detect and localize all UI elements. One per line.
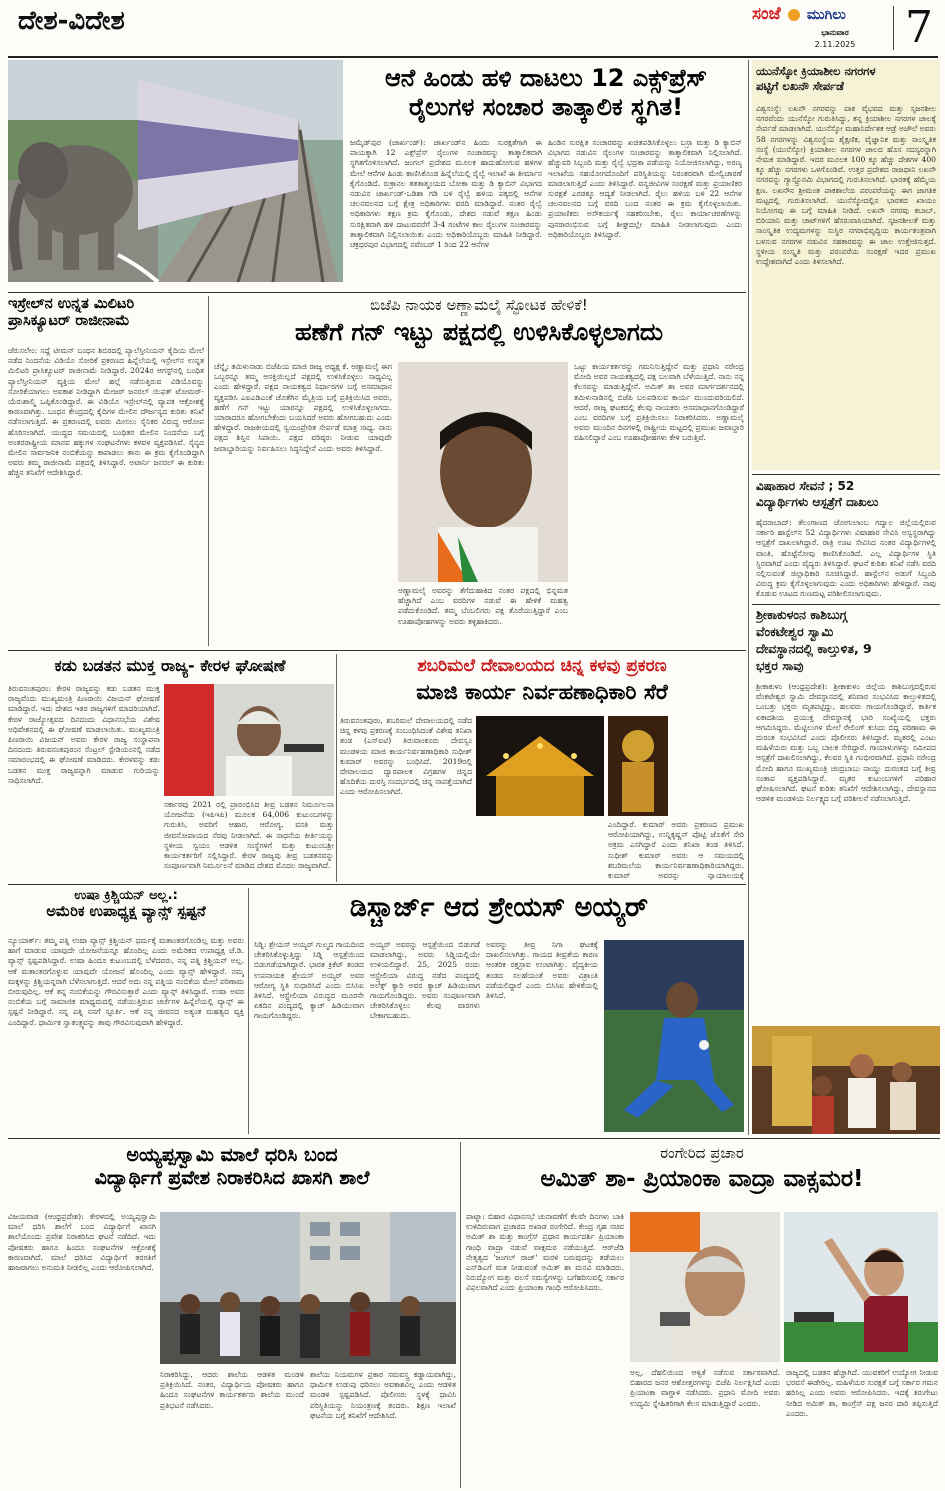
amit-shah-photo	[630, 1212, 780, 1362]
stampede-headline-line2: ವೆಂಕಟೇಶ್ವರ ಸ್ವಾಮಿ	[756, 624, 834, 639]
lucknow-headline-line2: ಪಟ್ಟಿಗೆ ಲಖನೌ ಸೇರ್ಪಡೆ	[756, 79, 844, 93]
issue-date: 2.11.2025	[814, 40, 856, 49]
school-rule	[460, 1142, 461, 1488]
poverty-headline: ಕಡು ಬಡತನ ಮುಕ್ತ ರಾಜ್ಯ- ಕೇರಳ ಘೋಷಣೆ	[54, 656, 286, 675]
stampede-headline-line1: ಶ್ರೀಕಾಕುಳಂನ ಕಾಶಿಬುಗ್ಗ	[756, 607, 848, 622]
pinarayi-photo	[164, 684, 334, 796]
students-body: ಹೈದರಾಬಾದ್: ತೆಲಂಗಾಣದ ಜೋಗುಲಾಂಬ ಗದ್ವಾಲ ಜಿಲ್ಲೆಯಲ್ಲಿರುವ ಸರ್ಕಾರಿ ಹಾಸ್ಟೆಲ್‌ನ 52 ವಿದ್ಯಾರ್ಥಿಗಳು ವಿಷಾಹಾರ ಸೇವಿಸಿ ಅಸ್ವಸ್ಥರಾಗಿದ್ದು ಆಸ್ಪತ್ರೆಗೆ ದಾಖಲಾಗಿದ್ದಾರೆ. ರಾತ್ರಿ ಊಟ ಸೇವಿಸಿದ ನಂತರ ವಿದ್ಯಾರ್ಥಿಗಳಲ್ಲಿ ವಾಂತಿ, ಹೊಟ್ಟೆನೋವು ಕಾಣಿಸಿಕೊಂಡಿದೆ. ಎಲ್ಲ ವಿದ್ಯಾರ್ಥಿಗಳ ಸ್ಥಿತಿ ಸ್ಥಿರವಾಗಿದೆ ಎಂದು ವೈದ್ಯರು ತಿಳಿಸಿದ್ದಾರೆ. ಘಟನೆ ಕುರಿತು ತನಿಖೆ ನಡೆಸಿ ವರದಿ ಸಲ್ಲಿಸುವಂತೆ ಜಿಲ್ಲಾಧಿಕಾರಿ ಸೂಚಿಸಿದ್ದಾರೆ. ಹಾಸ್ಟೆಲ್‌ನ ಅಡುಗೆ ಸಿಬ್ಬಂದಿ ವಿರುದ್ಧ ಕ್ರಮ ಕೈಗೊಳ್ಳಲಾಗುವುದು ಎಂದು ಅಧಿಕಾರಿಗಳು ಹೇಳಿದ್ದಾರೆ. ನಾವು ಕೊಡುವ ಊಟದ ಗುಣಮಟ್ಟ ಪರಿಶೀಲಿಸಲಾಗುವುದು.	[756, 518, 936, 599]
stampede-body: ಶ್ರೀಕಾಕುಳಂ (ಆಂಧ್ರಪ್ರದೇಶ): ಶ್ರೀಕಾಕುಳಂ ಜಿಲ್ಲೆಯ ಕಾಶಿಬುಗ್ಗದಲ್ಲಿರುವ ವೆಂಕಟೇಶ್ವರ ಸ್ವಾಮಿ ದೇವಸ್ಥಾನದಲ್ಲಿ ಶನಿವಾರ ಸಂಭವಿಸಿದ ಕಾಲ್ತುಳಿತದಲ್ಲಿ ಒಂಬತ್ತು ಭಕ್ತರು ಮೃತಪಟ್ಟಿದ್ದು, ಹಲವರು ಗಾಯಗೊಂಡಿದ್ದಾರೆ. ಕಾರ್ತಿಕ ಏಕಾದಶಿಯ ಪ್ರಯುಕ್ತ ದೇವಸ್ಥಾನಕ್ಕೆ ಭಾರಿ ಸಂಖ್ಯೆಯಲ್ಲಿ ಭಕ್ತರು ಆಗಮಿಸಿದ್ದರು. ಮೆಟ್ಟಿಲುಗಳ ಮೇಲೆ ರೇಲಿಂಗ್ ಕುಸಿದು ಬಿದ್ದ ಪರಿಣಾಮ ಈ ದುರಂತ ಸಂಭವಿಸಿದೆ ಎಂದು ಪೊಲೀಸರು ತಿಳಿಸಿದ್ದಾರೆ. ಮೃತರಲ್ಲಿ ಎಂಟು ಮಹಿಳೆಯರು ಮತ್ತು ಒಬ್ಬ ಬಾಲಕ ಸೇರಿದ್ದಾರೆ. ಗಾಯಾಳುಗಳನ್ನು ಸಮೀಪದ ಆಸ್ಪತ್ರೆಗೆ ದಾಖಲಿಸಲಾಗಿದ್ದು, ಕೆಲವರ ಸ್ಥಿತಿ ಗಂಭೀರವಾಗಿದೆ. ಪ್ರಧಾನಿ ನರೇಂದ್ರ ಮೋದಿ ಹಾಗೂ ಮುಖ್ಯಮಂತ್ರಿ ಚಂದ್ರಬಾಬು ನಾಯ್ಡು ದುರಂತದ ಬಗ್ಗೆ ತೀವ್ರ ಸಂತಾಪ ವ್ಯಕ್ತಪಡಿಸಿದ್ದಾರೆ. ಮೃತರ ಕುಟುಂಬಗಳಿಗೆ ಪರಿಹಾರ ಘೋಷಿಸಲಾಗಿದೆ. ಘಟನೆ ಕುರಿತು ತನಿಖೆಗೆ ಆದೇಶಿಸಲಾಗಿದ್ದು, ದೇವಸ್ಥಾನದ ಆಡಳಿತ ಮಂಡಳಿಯ ನಿರ್ಲಕ್ಷ್ಯದ ಬಗ್ಗೆ ಪರಿಶೀಲನೆ ನಡೆಸಲಾಗುತ್ತಿದೆ.	[756, 682, 936, 804]
sabarimala-temple-illustration	[476, 716, 604, 816]
amit-shah-illustration	[630, 1212, 780, 1362]
rule-row1	[8, 292, 746, 293]
israel-headline	[8, 296, 204, 342]
shreyas-body-col1: ಸಿಡ್ನಿ: ಶ್ರೇಯಸ್ ಅಯ್ಯರ್ ಗುಲ್ಮದ ಗಾಯದಿಂದ ಚೇತರಿಸಿಕೊಳ್ಳುತ್ತಿದ್ದು ಸಿಡ್ನಿ ಆಸ್ಪತ್ರೆಯಿಂದ ಬಿಡುಗಡೆಯಾಗಿದ್ದಾರೆ. ಭಾರತ ಕ್ರಿಕೆಟ್ ತಂಡದ ಉಪನಾಯಕ ಶ್ರೇಯಸ್ ಅಯ್ಯರ್ ಅವರ ಆರೋಗ್ಯ ಸ್ಥಿತಿ ಸುಧಾರಿಸಿದೆ ಎಂದು ಬಿಸಿಸಿಐ ತಿಳಿಸಿದೆ. ಆಸ್ಟ್ರೇಲಿಯಾ ವಿರುದ್ಧದ ಮೂರನೇ ಏಕದಿನ ಪಂದ್ಯದಲ್ಲಿ ಕ್ಯಾಚ್ ಹಿಡಿಯುವಾಗ ಗಾಯಗೊಂಡಿದ್ದರು.	[254, 940, 364, 1021]
lucknow-headline-line1: ಯುನೆಸ್ಕೋ ಕ್ರಿಯಾಶೀಲ ನಗರಗಳ	[756, 64, 876, 78]
school-body-col2: ನಿರಾಕರಿಸಿದ್ದು, ಆದರು ಶಾಲೆಯ ಆಡಳಿತ ಮಂಡಳಿ ಪ್ರತಿಕ್ರಿಯಿಸಿದೆ. ನಂತರ, ವಿದ್ಯಾರ್ಥಿಯ ಪೋಷಕರು ಹಾಗೂ ಹಿಂದೂ ಸಂಘಟನೆಗಳ ಕಾರ್ಯಕರ್ತರು ಶಾಲೆಯ ಮುಂದೆ ಪ್ರತಿಭಟನೆ ನಡೆಸಿದರು.	[160, 1370, 304, 1410]
stampede-photo	[752, 1026, 940, 1134]
annamalai-body-col1: ಚೆನ್ನೈ: ತಮಿಳುನಾಡು ಬಿಜೆಪಿಯ ಮಾಜಿ ರಾಜ್ಯ ಅಧ್ಯಕ್ಷ ಕೆ. ಅಣ್ಣಾಮಲೈ ಈಗ ಒಬ್ಬರನ್ನೂ ತಮ್ಮ ಆಸಕ್ತಿಯಿಲ್ಲದೆ ಪಕ್ಷದಲ್ಲಿ ಉಳಿಸಿಕೊಳ್ಳಲು ಸಾಧ್ಯವಿಲ್ಲ ಎಂದು ಹೇಳಿದ್ದಾರೆ. ಪಕ್ಷದ ನಾಯಕತ್ವದ ನಿರ್ಧಾರಗಳ ಬಗ್ಗೆ ಅಸಮಾಧಾನ ವ್ಯಕ್ತಪಡಿಸಿ ಎಐಎಡಿಎಂಕೆ ಜೊತೆಗಿನ ಮೈತ್ರಿಯ ಬಗ್ಗೆ ಪ್ರತಿಕ್ರಿಯಿಸಿದ ಅವರು, ಹಣೆಗೆ ಗನ್ ಇಟ್ಟು ಯಾರನ್ನೂ ಪಕ್ಷದಲ್ಲಿ ಉಳಿಸಿಕೊಳ್ಳಲಾಗದು. ಯಾರಾದರೂ ಹೋಗಬೇಕೆಂದು ಬಯಸಿದರೆ ಅವರು ಹೋಗಬಹುದು ಎಂದು ಹೇಳಿದ್ದಾರೆ. ರಾಜಕೀಯದಲ್ಲಿ ಸ್ವಯಂಪ್ರೇರಿತ ಸೇರ್ಪಡೆ ಮಾತ್ರ ಸಾಧ್ಯ. ನಾನು ಪಕ್ಷದ ಶಿಸ್ತಿನ ಸಿಪಾಯಿ. ಪಕ್ಷದ ವರಿಷ್ಠರು ನೀಡುವ ಯಾವುದೇ ಜವಾಬ್ದಾರಿಯನ್ನು ನಿರ್ವಹಿಸಲು ಸಿದ್ಧನಿದ್ದೇನೆ ಎಂದು ಅವರು ತಿಳಿಸಿದ್ದಾರೆ.	[214, 362, 392, 453]
poverty-rule	[336, 654, 337, 882]
ayyappa-idol-illustration	[608, 716, 668, 816]
pinarayi-illustration	[164, 684, 334, 796]
annamalai-headline: ಹಣೆಗೆ ಗನ್ ಇಟ್ಟು ಪಕ್ಷದಲ್ಲಿ ಉಳಿಸಿಕೊಳ್ಳಲಾಗದು	[294, 318, 664, 346]
sabarimala-photo	[476, 716, 604, 816]
students-headline	[756, 478, 938, 518]
stampede-illustration	[752, 1026, 940, 1134]
sabarimala-headline: ಮಾಜಿ ಕಾರ್ಯ ನಿರ್ವಹಣಾಧಿಕಾರಿ ಸೆರೆ	[416, 680, 668, 704]
page-number: 7	[905, 2, 933, 53]
elephant-train-photo	[8, 60, 343, 282]
section-header	[0, 0, 945, 56]
students-headline-line1: ವಿಷಾಹಾರ ಸೇವನೆ ; 52	[756, 479, 855, 493]
priyanka-photo	[784, 1212, 938, 1362]
usha-body: ನ್ಯೂಯಾರ್ಕ್: ತಮ್ಮ ಪತ್ನಿ ಉಷಾ ವ್ಯಾನ್ಸ್ ಕ್ರಿಶ್ಚಿಯನ್ ಧರ್ಮಕ್ಕೆ ಮತಾಂತರಗೊಂಡಿಲ್ಲ ಮತ್ತು ಅವರು ಹಾಗೆ ಮಾಡುವ ಯಾವುದೇ ಯೋಜನೆಯನ್ನೂ ಹೊಂದಿಲ್ಲ ಎಂದು ಅಮೆರಿಕದ ಉಪಾಧ್ಯಕ್ಷ ಜೆ.ಡಿ. ವ್ಯಾನ್ಸ್ ಸ್ಪಷ್ಟಪಡಿಸಿದ್ದಾರೆ. ಉಷಾ ಹಿಂದೂ ಕುಟುಂಬದಲ್ಲಿ ಬೆಳೆದವರು, ನನ್ನ ಪತ್ನಿ ಕ್ರಿಶ್ಚಿಯನ್ ಅಲ್ಲ. ಆಕೆ ಮತಾಂತರಗೊಳ್ಳುವ ಯಾವುದೇ ಯೋಜನೆ ಹೊಂದಿಲ್ಲ ಎಂದು ವ್ಯಾನ್ಸ್ ಹೇಳಿದ್ದಾರೆ. ನಮ್ಮ ಮಕ್ಕಳನ್ನು ಕ್ರಿಶ್ಚಿಯನ್ನರಾಗಿ ಬೆಳೆಸಲಾಗುತ್ತಿದೆ. ಆದರೆ ಅದು ನನ್ನ ಪತ್ನಿಯ ನಂಬಿಕೆಯ ಮೇಲೆ ಪರಿಣಾಮ ಬೀರುವುದಿಲ್ಲ. ಆಕೆ ತನ್ನ ನಂಬಿಕೆಯನ್ನು ಗೌರವಿಸುತ್ತಾರೆ ಎಂದು ವ್ಯಾನ್ಸ್ ತಿಳಿಸಿದ್ದಾರೆ. ಉಷಾ ಅವರ ನಂಬಿಕೆಯ ಬಗ್ಗೆ ಸಾಮಾಜಿಕ ಮಾಧ್ಯಮದಲ್ಲಿ ನಡೆಯುತ್ತಿರುವ ಚರ್ಚೆಗಳ ಹಿನ್ನೆಲೆಯಲ್ಲಿ ವ್ಯಾನ್ಸ್ ಈ ಸ್ಪಷ್ಟನೆ ನೀಡಿದ್ದಾರೆ. ನನ್ನ ಪತ್ನಿ ನನಗೆ ಸ್ಫೂರ್ತಿ. ಆಕೆ ನನ್ನ ಜೀವನದ ಅತ್ಯಂತ ಮಹತ್ವದ ವ್ಯಕ್ತಿ ಎಂದಿದ್ದಾರೆ. ಧಾರ್ಮಿಕ ಸ್ವಾತಂತ್ರ್ಯವನ್ನು ತಾವು ಗೌರವಿಸುವುದಾಗಿ ಹೇಳಿದ್ದಾರೆ.	[8, 936, 244, 1027]
train-body-col2: ಹಿಂಡಿನ ಸುರಕ್ಷಿತ ಸಂಚಾರವನ್ನು ಖಚಿತಪಡಿಸಿಕೊಳ್ಳಲು ಬಸ್ರಾ ಮತ್ತು ಡಿ ಕ್ಯಾಬಿನ್ ವಿಭಾಗದ ನಡುವಿನ ರೈಲುಗಳ ಸಂಚಾರವನ್ನು ತಾತ್ಕಾಲಿಕವಾಗಿ ನಿಲ್ಲಿಸಲಾಗಿದೆ. ಹೆಚ್ಚುವರಿ ಸಿಬ್ಬಂದಿ ಮತ್ತು ರೈಲ್ವೆ ಭದ್ರತಾ ಪಡೆಯನ್ನು ನಿಯೋಜಿಸಲಾಗಿದ್ದು, ಅರಣ್ಯ ಇಲಾಖೆಯ ಸಹಯೋಗದೊಂದಿಗೆ ಪರಿಸ್ಥಿತಿಯನ್ನು ನಿರಂತರವಾಗಿ ಮೇಲ್ವಿಚಾರಣೆ ಮಾಡಲಾಗುತ್ತಿದೆ ಎಂದು ತಿಳಿಸಿದ್ದಾರೆ. ವನ್ಯಜೀವಿಗಳ ಸಂರಕ್ಷಣೆ ಮತ್ತು ಪ್ರಯಾಣಿಕರ ಸುರಕ್ಷತೆ ಎರಡಕ್ಕೂ ಆದ್ಯತೆ ನೀಡಲಾಗಿದೆ. ರೈಲು ಹಳಿಯ ಬಳಿ 22 ಆನೆಗಳ ಚಲನವಲನದ ಬಗ್ಗೆ ವರದಿ ಬಂದ ನಂತರ ಈ ಕ್ರಮ ಕೈಗೊಳ್ಳಲಾಯಿತು. ಪ್ರಯಾಣಿಕರು ಅಸೌಕರ್ಯಕ್ಕೆ ಸಹಕರಿಸಬೇಕು, ರೈಲು ಕಾರ್ಯಾಚರಣೆಗಳನ್ನು ಪುನರಾರಂಭಿಸುವ ಬಗ್ಗೆ ಶೀಘ್ರದಲ್ಲೇ ಮಾಹಿತಿ ನೀಡಲಾಗುವುದು ಎಂದು ಅಧಿಕಾರಿಯೊಬ್ಬರು ತಿಳಿಸಿದ್ದಾರೆ.	[548, 138, 742, 239]
amit-body-col2: ಅಲ್ಲ, ದೆಹಲಿಯಿಂದ ಆಳ್ವಿಕೆ ನಡೆಸುವ ಸರ್ಕಾರವಾಗಿದೆ. ಬಿಹಾರದ ಜನರ ಆಶೋತ್ತರಗಳನ್ನು ಬಿಜೆಪಿ ನಿರ್ಲಕ್ಷಿಸಿದೆ ಎಂದು ಪ್ರಿಯಾಂಕಾ ವಾಗ್ದಾಳಿ ನಡೆಸಿದರು. ಪ್ರಧಾನಿ ಮೋದಿ ಅವರು ಉದ್ಯಮಿ ಸ್ನೇಹಿತರಿಗಾಗಿ ಕೆಲಸ ಮಾಡುತ್ತಿದ್ದಾರೆ ಎಂದರು.	[630, 1368, 780, 1408]
right-rule-2	[752, 604, 940, 605]
rule-row3	[8, 884, 746, 885]
israel-headline-line2: ಪ್ರಾಸಿಕ್ಯೂಟರ್ ರಾಜೀನಾಮೆ	[8, 313, 130, 330]
masthead-rule	[8, 56, 938, 58]
stampede-headline	[756, 606, 938, 680]
usha-headline	[8, 888, 244, 932]
page-divider	[893, 6, 894, 50]
shreyas-catch-illustration	[604, 940, 744, 1132]
amit-kicker: ರಂಗೇರಿದ ಪ್ರಚಾರ	[660, 1144, 744, 1162]
paper-logo	[752, 4, 892, 26]
elephant-train-illustration	[8, 60, 343, 282]
usha-rule	[248, 888, 249, 1134]
ayyappa-idol-photo	[608, 716, 668, 816]
usha-headline-line1: ಉಷಾ ಕ್ರಿಶ್ಚಿಯನ್ ಅಲ್ಲ.:	[74, 888, 178, 903]
stampede-headline-line4: ಭಕ್ತರ ಸಾವು	[756, 658, 804, 673]
annamalai-photo	[398, 362, 568, 582]
rule-row4	[8, 1138, 940, 1139]
poverty-body-col2: ಸರ್ಕಾರವು 2021 ರಲ್ಲಿ ಪ್ರಾರಂಭಿಸಿದ ತೀವ್ರ ಬಡತನ ನಿರ್ಮೂಲನಾ ಯೋಜನೆಯ (ಇಪಿಇಪಿ) ಮೂಲಕ 64,006 ಕುಟುಂಬಗಳನ್ನು ಗುರುತಿಸಿ, ಅವರಿಗೆ ಆಹಾರ, ಆರೋಗ್ಯ, ವಸತಿ ಮತ್ತು ಜೀವನೋಪಾಯದ ನೆರವು ನೀಡಲಾಗಿದೆ. ಈ ಸಾಧನೆಯ ಕೀರ್ತಿಯನ್ನು ಸ್ಥಳೀಯ ಸ್ವಯಂ ಆಡಳಿತ ಸಂಸ್ಥೆಗಳಿಗೆ ಮತ್ತು ಕುಟುಂಬಶ್ರೀ ಕಾರ್ಯಕರ್ತರಿಗೆ ಸಲ್ಲಿಸಿದ್ದಾರೆ. ಕೇರಳ ರಾಜ್ಯವು ತೀವ್ರ ಬಡತನವನ್ನು ಸಂಪೂರ್ಣವಾಗಿ ನಿರ್ಮೂಲನೆ ಮಾಡಿದ ದೇಶದ ಮೊದಲ ರಾಜ್ಯವಾಗಿದೆ.	[164, 800, 334, 871]
rule-row2	[8, 650, 746, 651]
usha-headline-line2: ಅಮೆರಿಕ ಉಪಾಧ್ಯಕ್ಷ ವ್ಯಾನ್ಸ್ ಸ್ಪಷ್ಟನೆ	[46, 903, 206, 920]
amit-body-col1: ಪಾಟ್ನಾ: ಬಿಹಾರ ವಿಧಾನಸಭೆ ಚುನಾವಣೆಗೆ ಕೆಲವೇ ದಿನಗಳು ಬಾಕಿ ಉಳಿದಿರುವಾಗ ಪ್ರಚಾರದ ಅಖಾಡ ರಂಗೇರಿದೆ. ಕೇಂದ್ರ ಗೃಹ ಸಚಿವ ಅಮಿತ್ ಶಾ ಮತ್ತು ಕಾಂಗ್ರೆಸ್ ಪ್ರಧಾನ ಕಾರ್ಯದರ್ಶಿ ಪ್ರಿಯಾಂಕಾ ಗಾಂಧಿ ವಾದ್ರಾ ನಡುವೆ ವಾಕ್ಸಮರ ನಡೆಯುತ್ತಿದೆ. ಆರ್‌ಜೆಡಿ ನೇತೃತ್ವದ 'ಜಂಗಲ್ ರಾಜ್' ಮರಳಿ ಬರುವುದನ್ನು ತಡೆಯಲು ಎನ್‌ಡಿಎಗೆ ಮತ ನೀಡುವಂತೆ ಅಮಿತ್ ಶಾ ಮನವಿ ಮಾಡಿದರು. ನಿರುದ್ಯೋಗ ಮತ್ತು ವಲಸೆ ಸಮಸ್ಯೆಗಳನ್ನು ಬಗೆಹರಿಸುವಲ್ಲಿ ಸರ್ಕಾರ ವಿಫಲವಾಗಿದೆ ಎಂದು ಪ್ರಿಯಾಂಕಾ ಗಾಂಧಿ ಆರೋಪಿಸಿದರು.	[466, 1212, 624, 1293]
amit-headline: ಅಮಿತ್ ಶಾ- ಪ್ರಿಯಾಂಕಾ ವಾದ್ರಾ ವಾಕ್ಸಮರ!	[540, 1166, 864, 1192]
section-title: ದೇಶ-ವಿದೇಶ	[18, 6, 125, 36]
train-headline	[350, 64, 742, 134]
poverty-body-col1: ತಿರುವನಂತಪುರಂ: ಕೇರಳ ರಾಜ್ಯವನ್ನು ಕಡು ಬಡತನ ಮುಕ್ತ ರಾಜ್ಯವೆಂದು ಮುಖ್ಯಮಂತ್ರಿ ಪಿಣರಾಯಿ ವಿಜಯನ್ ಘೋಷಣೆ ಮಾಡಿದ್ದಾರೆ. ಇದು ದೇಶದ ಇತರ ರಾಜ್ಯಗಳಿಗೆ ಮಾದರಿಯಾಗಿದೆ. ಕೇರಳ ರಾಜ್ಯೋತ್ಸವದ ದಿನದಂದು ವಿಧಾನಸಭೆಯ ವಿಶೇಷ ಅಧಿವೇಶನದಲ್ಲಿ ಈ ಘೋಷಣೆ ಮಾಡಲಾಯಿತು. ಮುಖ್ಯಮಂತ್ರಿ ಪಿಣರಾಯಿ ವಿಜಯನ್ ಅವರು ಕೇರಳ ರಾಜ್ಯ ಸಂಸ್ಥಾಪನಾ ದಿನದಂದು ತಿರುವನಂತಪುರಂನ ಸೆಂಟ್ರಲ್ ಸ್ಟೇಡಿಯಂನಲ್ಲಿ ನಡೆದ ಸಮಾರಂಭದಲ್ಲಿ ಈ ಘೋಷಣೆ ಮಾಡಿದರು. ಕೇರಳವನ್ನು ಕಡು ಬಡತನ ಮುಕ್ತ ರಾಜ್ಯವನ್ನಾಗಿ ಮಾಡುವ ಗುರಿಯನ್ನು ಸಾಧಿಸಲಾಗಿದೆ.	[8, 684, 160, 785]
israel-headline-line1: ಇಸ್ರೇಲ್‌ನ ಉನ್ನತ ಮಿಲಿಟರಿ	[8, 296, 135, 312]
sabarimala-body-col2: ಎಂದಿದ್ದಾರೆ. ಕುಮಾರ್ ಅವರು ಪ್ರಕರಣದ ಪ್ರಮುಖ ಆರೋಪಿಯಾಗಿದ್ದು, ಉನ್ನಿಕೃಷ್ಣನ್ ಪೊಟ್ಟಿ ಜೊತೆಗೆ ಸೇರಿ ಅಕ್ರಮ ಎಸಗಿದ್ದಾರೆ ಎಂದು ತನಿಖಾ ತಂಡ ತಿಳಿಸಿದೆ. ಸುಧೀಶ್ ಕುಮಾರ್ ಅವರು ಆ ಸಮಯದಲ್ಲಿ ಶಬರಿಮಲೆಯ ಕಾರ್ಯನಿರ್ವಹಣಾಧಿಕಾರಿಯಾಗಿದ್ದರು. ಕುಮಾರ್ ಅವರನ್ನು ನ್ಯಾಯಾಲಯಕ್ಕೆ	[608, 820, 744, 880]
right-rule-1	[752, 474, 940, 475]
lucknow-headline	[756, 64, 938, 104]
amit-body-col3: ರಾಜ್ಯದಲ್ಲಿ ಬಡತನ ಹೆಚ್ಚಾಗಿದೆ. ಯುವಕರಿಗೆ ಉದ್ಯೋಗ ನೀಡುವ ಭರವಸೆ ಈಡೇರಿಲ್ಲ. ಮಹಿಳೆಯರ ಸುರಕ್ಷತೆ ಬಗ್ಗೆ ಸರ್ಕಾರ ಗಮನ ಹರಿಸಿಲ್ಲ ಎಂದು ಅವರು ಆರೋಪಿಸಿದರು. ಇದಕ್ಕೆ ತಿರುಗೇಟು ನೀಡಿದ ಅಮಿತ್ ಶಾ, ಕಾಂಗ್ರೆಸ್ ಪಕ್ಷ ಜನರ ದಾರಿ ತಪ್ಪಿಸುತ್ತಿದೆ ಎಂದರು.	[786, 1368, 938, 1418]
school-headline	[8, 1144, 456, 1204]
issue-day: ಭಾನುವಾರ	[821, 28, 849, 37]
stampede-headline-line3: ದೇವಸ್ಥಾನದಲ್ಲಿ ಕಾಲ್ತುಳಿತ, 9	[756, 641, 872, 656]
israel-body: ಜೆರುಸಲೇಂ: ಸದ್ದೆ ಟೀಮನ್ ಬಂಧನ ಶಿಬಿರದಲ್ಲಿ ಪ್ಯಾಲೆಸ್ತೀನಿಯನ್ ಕೈದಿಯ ಮೇಲೆ ನಡೆದ ನಿಂದನೆಯ ವಿಡಿಯೊ ಸೋರಿಕೆ ಪ್ರಕರಣದ ಹಿನ್ನೆಲೆಯಲ್ಲಿ ಇಸ್ರೇಲ್‌ನ ಉನ್ನತ ಮಿಲಿಟರಿ ಪ್ರಾಸಿಕ್ಯೂಟರ್ ರಾಜೀನಾಮೆ ನೀಡಿದ್ದಾರೆ. 2024ರ ಆಗಸ್ಟ್‌ನಲ್ಲಿ ಬಂಧಿತ ಪ್ಯಾಲೆಸ್ತೀನಿಯನ್ ವ್ಯಕ್ತಿಯ ಮೇಲೆ ಹಲ್ಲೆ ನಡೆಸುತ್ತಿರುವ ವಿಡಿಯೊವನ್ನು ಸೋರಿಕೆಯಾಗಲು ಅವಕಾಶ ನೀಡಿದ್ದಾಗಿ ಮೇಜರ್ ಜನರಲ್ ಯಿಫತ್ ಟೋಮರ್-ಯೆರುಶಾಲ್ಮಿ ಒಪ್ಪಿಕೊಂಡಿದ್ದಾರೆ. ಈ ವಿಡಿಯೊ ಇಸ್ರೇಲ್‌ನಲ್ಲಿ ವ್ಯಾಪಕ ಆಕ್ರೋಶಕ್ಕೆ ಕಾರಣವಾಗಿತ್ತು. ಬಂಧನ ಕೇಂದ್ರದಲ್ಲಿ ಕೈದಿಗಳ ಮೇಲಿನ ದೌರ್ಜನ್ಯದ ಕುರಿತು ತನಿಖೆ ನಡೆಸಲಾಗುತ್ತಿದೆ. ಈ ಪ್ರಕರಣದಲ್ಲಿ ಐವರು ಮೀಸಲು ಸೈನಿಕರ ವಿರುದ್ಧ ಆರೋಪ ಹೊರಿಸಲಾಗಿದೆ. ಯುದ್ಧದ ಸಮಯದಲ್ಲಿ ಬಂಧಿತರ ಮೇಲಿನ ನಿಂದನೆಯ ಬಗ್ಗೆ ಅಂತರರಾಷ್ಟ್ರೀಯ ಮಾನವ ಹಕ್ಕುಗಳ ಸಂಘಟನೆಗಳು ಕಳವಳ ವ್ಯಕ್ತಪಡಿಸಿವೆ. ಸೈನ್ಯದ ಮೇಲಿನ ಸಾರ್ವಜನಿಕ ನಂಬಿಕೆಯನ್ನು ಕಾಪಾಡಲು ತಾನು ಈ ಕ್ರಮ ಕೈಗೊಂಡಿದ್ದಾಗಿ ಅವರು ತಮ್ಮ ರಾಜೀನಾಮೆ ಪತ್ರದಲ್ಲಿ ತಿಳಿಸಿದ್ದಾರೆ. ಅಟಾರ್ನಿ ಜನರಲ್ ಈ ಕುರಿತು ಹೆಚ್ಚಿನ ತನಿಖೆಗೆ ಆದೇಶಿಸಿದ್ದಾರೆ.	[8, 346, 204, 478]
shreyas-body-col3: ಅವರನ್ನು ತೀವ್ರ ನಿಗಾ ಘಟಕಕ್ಕೆ ದಾಖಲಿಸಲಾಗಿತ್ತು. ಗಾಯದ ತೀವ್ರತೆಯ ಕಾರಣ ಆಂತರಿಕ ರಕ್ತಸ್ರಾವ ಉಂಟಾಗಿತ್ತು. ವೈದ್ಯಕೀಯ ತಂಡದ ಸಲಹೆಯಂತೆ ಅವರು ವಿಶ್ರಾಂತಿ ಪಡೆಯಲಿದ್ದಾರೆ ಎಂದು ಬಿಸಿಸಿಐ ಹೇಳಿಕೆಯಲ್ಲಿ ತಿಳಿಸಿದೆ.	[486, 940, 598, 1001]
paper-name-part2: ಮುಗಿಲು	[806, 7, 846, 23]
school-protest-illustration	[160, 1212, 456, 1364]
annamalai-body-col3: ಒಟ್ಟು ಕಾರ್ಯಕರ್ತರನ್ನು ಗಮನಿಸುತ್ತಿದ್ದೇನೆ ಮತ್ತು ಪ್ರಧಾನಿ ನರೇಂದ್ರ ಮೋದಿ ಅವರ ನಾಯಕತ್ವದಲ್ಲಿ ಪಕ್ಷ ಬಲವಾಗಿ ಬೆಳೆಯುತ್ತಿದೆ. ನಾನು ನನ್ನ ಕೆಲಸವನ್ನು ಮಾಡುತ್ತಿದ್ದೇನೆ. ಅಮಿತ್ ಶಾ ಅವರ ಮಾರ್ಗದರ್ಶನದಲ್ಲಿ ತಮಿಳುನಾಡಿನಲ್ಲಿ ಬಿಜೆಪಿ ಬಲಪಡಿಸುವ ಕಾರ್ಯ ಮುಂದುವರಿಯಲಿದೆ. ಆದರೆ, ರಾಜ್ಯ ಘಟಕದಲ್ಲಿ ಕೆಲವು ನಾಯಕರು ಅಸಮಾಧಾನಗೊಂಡಿದ್ದಾರೆ ಎಂಬ ವರದಿಗಳ ಬಗ್ಗೆ ಪ್ರತಿಕ್ರಿಯಿಸಲು ನಿರಾಕರಿಸಿದರು. ಅಣ್ಣಾಮಲೈ ಅವರು ಮುಂದಿನ ದಿನಗಳಲ್ಲಿ ರಾಷ್ಟ್ರೀಯ ಮಟ್ಟದಲ್ಲಿ ಪ್ರಮುಖ ಜವಾಬ್ದಾರಿ ವಹಿಸಲಿದ್ದಾರೆ ಎಂಬ ಊಹಾಪೋಹಗಳು ಕೇಳಿ ಬರುತ್ತಿವೆ.	[574, 362, 744, 443]
sabarimala-body-col1: ತಿರುವನಂತಪುರಂ, ಶಬರಿಮಲೆ ದೇವಾಲಯದಲ್ಲಿ ನಡೆದ ಚಿನ್ನ ಕಳವು ಪ್ರಕರಣಕ್ಕೆ ಸಂಬಂಧಿಸಿದಂತೆ ವಿಶೇಷ ತನಿಖಾ ತಂಡ (ಎಸ್‌ಐಟಿ) ತಿರುವಾಂಕೂರು ದೇವಸ್ವಂ ಮಂಡಳಿಯ ಮಾಜಿ ಕಾರ್ಯನಿರ್ವಹಣಾಧಿಕಾರಿ ಸುಧೀಶ್ ಕುಮಾರ್ ಅವರನ್ನು ಬಂಧಿಸಿದೆ. 2019ರಲ್ಲಿ ದೇವಾಲಯದ ದ್ವಾರಪಾಲಕ ವಿಗ್ರಹಗಳ ಚಿನ್ನದ ಹೊದಿಕೆಯ ದುರಸ್ತಿ ಸಂದರ್ಭದಲ್ಲಿ ಚಿನ್ನ ನಾಪತ್ತೆಯಾಗಿದೆ ಎಂದು ಆರೋಪಿಸಲಾಗಿದೆ.	[340, 716, 472, 797]
shreyas-headline: ಡಿಸ್ಚಾರ್ಜ್ ಆದ ಶ್ರೇಯಸ್ ಅಯ್ಯರ್	[349, 892, 649, 923]
lucknow-body: ವಿಶ್ವಸಂಸ್ಥೆ: ಲಖನೌ ನಗರವನ್ನು ಪಾಕ ವೈಭವದ ಮತ್ತು ಸೃಜನಶೀಲ ನಗರವೆಂದು ಯುನೆಸ್ಕೋ ಗುರುತಿಸಿದ್ದು, ತನ್ನ ಕ್ರಿಯಾಶೀಲ ನಗರಗಳ ಜಾಲಕ್ಕೆ ಸೇರ್ಪಡೆ ಮಾಡಲಾಗಿದೆ. ಯುನೆಸ್ಕೋ ಮಹಾನಿರ್ದೇಶಕ ಆಡ್ರೆ ಅಜೌಲೆ ಅವರು 58 ನಗರಗಳನ್ನು ವಿಶ್ವಸಂಸ್ಥೆಯ ಶೈಕ್ಷಣಿಕ, ವೈಜ್ಞಾನಿಕ ಮತ್ತು ಸಾಂಸ್ಕೃತಿಕ ಸಂಸ್ಥೆ (ಯುನೆಸ್ಕೋ) ಕ್ರಿಯಾಶೀಲ ನಗರಗಳ ಜಾಲದ ಹೊಸ ಸದಸ್ಯರನ್ನಾಗಿ ನೇಮಕ ಮಾಡಿದ್ದಾರೆ. ಇದರ ಮೂಲಕ 100 ಕ್ಕೂ ಹೆಚ್ಚು ದೇಶಗಳ 400 ಕ್ಕೂ ಹೆಚ್ಚು ನಗರಗಳು ಒಳಗೊಂಡಿವೆ. ಉತ್ತರ ಪ್ರದೇಶದ ರಾಜಧಾನಿ ಲಖನೌ ನಗರವನ್ನು ಗ್ಯಾಸ್ಟ್ರೊನಮಿ ವಿಭಾಗದಲ್ಲಿ ಗುರುತಿಸಲಾಗಿದೆ. ಭಾರತಕ್ಕೆ ಹೆಮ್ಮೆಯ ಕ್ಷಣ. ಲಖನೌನ ಶ್ರೀಮಂತ ಪಾಕಶಾಲೆಯ ಪರಂಪರೆಯನ್ನು ಈಗ ಜಾಗತಿಕ ಮಟ್ಟದಲ್ಲಿ ಗುರುತಿಸಲಾಗಿದೆ. ಯುನೆಸ್ಕೋದಲ್ಲಿನ ಭಾರತದ ಖಾಯಂ ನಿಯೋಗವು ಈ ಬಗ್ಗೆ ಮಾಹಿತಿ ನೀಡಿದೆ. ಲಖನೌ ನಗರವು ಕಬಾಬ್, ಬಿರಿಯಾನಿ ಮತ್ತು ಚಾಟ್‌ಗಳಿಗೆ ಹೆಸರುವಾಸಿಯಾಗಿದೆ. ಸೃಜನಶೀಲತೆ ಮತ್ತು ಸಾಂಸ್ಕೃತಿಕ ಉದ್ಯಮಗಳನ್ನು ಸುಸ್ಥಿರ ನಗರಾಭಿವೃದ್ಧಿಯ ಕಾರ್ಯತಂತ್ರವಾಗಿ ಬಳಸುವ ನಗರಗಳ ನಡುವಿನ ಸಹಕಾರವನ್ನು ಈ ಜಾಲ ಉತ್ತೇಜಿಸುತ್ತದೆ. ಸ್ಥಳೀಯ ಸಂಸ್ಕೃತಿ ಮತ್ತು ಪರಂಪರೆಯ ಸಂರಕ್ಷಣೆ ಇದರ ಪ್ರಮುಖ ಉದ್ದೇಶವಾಗಿದೆ ಎಂದು ತಿಳಿಸಲಾಗಿದೆ.	[756, 104, 936, 267]
annamalai-kicker: ಬಿಜೆಪಿ ನಾಯಕ ಅಣ್ಣಾಮಲೈ ಸ್ಫೋಟಕ ಹೇಳಿಕೆ!	[370, 296, 588, 314]
priyanka-illustration	[784, 1212, 938, 1362]
train-body-col1: ಜಮ್ಶೆಡ್‌ಪುರ (ಜಾರ್ಖಂಡ್): ಜಾರ್ಖಂಡ್‌ನ ಹಿಂದು ಸುರಕ್ಷತೆಗಾಗಿ ಈ ಪಾಯಕ್ಕಾಗಿ 12 ಎಕ್ಸ್‌ಪ್ರೆಸ್ ರೈಲುಗಳ ಸಂಚಾರವನ್ನು ತಾತ್ಕಾಲಿಕವಾಗಿ ಸ್ಥಗಿತಗೊಳಿಸಲಾಗಿದೆ. ಜಂಗಲ್ ಪ್ರದೇಶದ ಮೂಲಕ ಹಾದುಹೋಗುವ ಹಳಿಗಳ ಮೇಲೆ ಆನೆಗಳ ಹಿಂಡು ಕಾಣಿಸಿಕೊಂಡ ಹಿನ್ನೆಲೆಯಲ್ಲಿ ರೈಲ್ವೆ ಇಲಾಖೆ ಈ ತೀರ್ಮಾನ ಕೈಗೊಂಡಿದೆ. ರುಕ್ರಾನಲ ತತತಾತ್ಮಂಯದ ಬೋಕಾ ಮತ್ತು ಡಿ ಕ್ಯಾಬಿನ್ ವಿಭಾಗದ ನಡುವಿನ ಜಾರ್ಖಂಡ್-ಒಡಿಶಾ ಗಡಿ ಬಳಿ ರೈಲ್ವೆ ಹಳಿಯ ಪಕ್ಕದಲ್ಲಿ ಆನೆಗಳ ಚಲನವಲನದ ಬಗ್ಗೆ ಕ್ಷೇತ್ರ ಅಧಿಕಾರಿಗಳು ವರದಿ ಮಾಡಿದ್ದಾರೆ. ನಂತರ ರೈಲ್ವೆ ಅಧಿಕಾರಿಗಳು ತಕ್ಷಣ ಕ್ರಮ ಕೈಗೊಂಡು, ದೇಶದ ನಡುವೆ ತಕ್ಷಣ ಹಿಂಡು ಸುರಕ್ಷಿತವಾಗಿ ಹಳಿ ದಾಟುವವರೆಗೆ 3-4 ಗಂಟೆಗಳ ಕಾಲ ರೈಲುಗಳ ಸಂಚಾರವನ್ನು ತಾತ್ಕಾಲಿಕವಾಗಿ ನಿಲ್ಲಿಸಲಾಯಿತು ಎಂದು ಅಧಿಕಾರಿಯೊಬ್ಬರು ಮಾಹಿತಿ ನೀಡಿದ್ದಾರೆ. ಚಕ್ರಧರಪುರ ವಿಭಾಗದಲ್ಲಿ ನವೆಂಬರ್ 1 ರಿಂದ 22 ಆನೆಗಳ	[350, 138, 542, 250]
annamalai-body-col2: ಅಣ್ಣಾಮಲೈ ಅವರನ್ನು ತೆಗೆದುಹಾಕಿದ ನಂತರ ಪಕ್ಷದಲ್ಲಿ ಭಿನ್ನಮತ ಹೆಚ್ಚಾಗಿದೆ ಎಂಬ ವರದಿಗಳ ನಡುವೆ ಈ ಹೇಳಿಕೆ ಮಹತ್ವ ಪಡೆದುಕೊಂಡಿದೆ. ತಮ್ಮ ಬೆಂಬಲಿಗರು ಪಕ್ಷ ತೊರೆಯುತ್ತಿದ್ದಾರೆ ಎಂಬ ಊಹಾಪೋಹಗಳನ್ನು ಅವರು ತಳ್ಳಿಹಾಕಿದರು.	[398, 586, 568, 626]
school-protest-photo	[160, 1212, 456, 1364]
shreyas-body-col2: ಅಯ್ಯರ್ ಅವರನ್ನು ಆಸ್ಪತ್ರೆಯಿಂದ ಬಿಡುಗಡೆ ಮಾಡಲಾಗಿದ್ದು, ಅವರು ಸಿಡ್ನಿಯಲ್ಲಿಯೇ ಉಳಿಯಲಿದ್ದಾರೆ. 25, 2025 ರಂದು ಆಸ್ಟ್ರೇಲಿಯಾ ವಿರುದ್ಧ ನಡೆದ ಪಂದ್ಯದಲ್ಲಿ ಅಲೆಕ್ಸ್ ಕ್ಯಾರಿ ಅವರ ಕ್ಯಾಚ್ ಹಿಡಿಯುವಾಗ ಗಾಯಗೊಂಡಿದ್ದರು. ಅವರು ಸಂಪೂರ್ಣವಾಗಿ ಚೇತರಿಸಿಕೊಳ್ಳಲು ಕೆಲವು ವಾರಗಳು ಬೇಕಾಗಬಹುದು.	[370, 940, 480, 1021]
annamalai-portrait	[398, 362, 568, 582]
school-body-col3: ಶಾಲೆಯ ನಿಯಮಗಳ ಪ್ರಕಾರ ಸಮವಸ್ತ್ರ ಕಡ್ಡಾಯವಾಗಿದ್ದು, ಧಾರ್ಮಿಕ ಉಡುಪು ಧರಿಸಲು ಅವಕಾಶವಿಲ್ಲ ಎಂದು ಆಡಳಿತ ಮಂಡಳಿ ಸ್ಪಷ್ಟಪಡಿಸಿದೆ. ಪೊಲೀಸರು ಸ್ಥಳಕ್ಕೆ ಧಾವಿಸಿ ಪರಿಸ್ಥಿತಿಯನ್ನು ನಿಯಂತ್ರಣಕ್ಕೆ ತಂದರು. ಶಿಕ್ಷಣ ಇಲಾಖೆ ಘಟನೆಯ ಬಗ್ಗೆ ತನಿಖೆಗೆ ಆದೇಶಿಸಿದೆ.	[310, 1370, 456, 1420]
paper-name-part1: ಸಂಜೆ	[752, 4, 781, 24]
shreyas-photo	[604, 940, 744, 1132]
school-headline-line2: ವಿದ್ಯಾರ್ಥಿಗೆ ಪ್ರವೇಶ ನಿರಾಕರಿಸಿದ ಖಾಸಗಿ ಶಾಲೆ	[94, 1166, 370, 1189]
israel-rule	[208, 296, 209, 646]
train-headline-line2: ರೈಲುಗಳ ಸಂಚಾರ ತಾತ್ಕಾಲಿಕ ಸ್ಥಗಿತ!	[408, 92, 684, 121]
sun-icon	[788, 9, 800, 21]
school-body-col1: ವಿಜಯವಾಡ (ಆಂಧ್ರಪ್ರದೇಶ): ಕೇರಳದಲ್ಲಿ ಅಯ್ಯಪ್ಪಸ್ವಾಮಿ ಮಾಲೆ ಧರಿಸಿ ಶಾಲೆಗೆ ಬಂದ ವಿದ್ಯಾರ್ಥಿಗೆ ಖಾಸಗಿ ಶಾಲೆಯೊಂದು ಪ್ರವೇಶ ನಿರಾಕರಿಸಿದ ಘಟನೆ ನಡೆದಿದೆ. ಇದು ಪೋಷಕರು ಹಾಗೂ ಹಿಂದೂ ಸಂಘಟನೆಗಳ ಆಕ್ರೋಶಕ್ಕೆ ಕಾರಣವಾಗಿದೆ. ಮಾಲೆ ಧರಿಸಿದ ವಿದ್ಯಾರ್ಥಿಗೆ ತರಗತಿಗೆ ಹಾಜರಾಗಲು ಅನುಮತಿ ನೀಡಲಿಲ್ಲ ಎಂದು ಆರೋಪಿಸಲಾಗಿದೆ.	[8, 1212, 156, 1273]
right-column-rule	[748, 60, 749, 1135]
sabarimala-kicker: ಶಬರಿಮಲೆ ದೇವಾಲಯದ ಚಿನ್ನ ಕಳವು ಪ್ರಕರಣ	[417, 656, 667, 676]
train-headline-line1: ಆನೆ ಹಿಂಡು ಹಳಿ ದಾಟಲು 12 ಎಕ್ಸ್‌ಪ್ರೆಸ್	[384, 64, 708, 92]
students-headline-line2: ವಿದ್ಯಾರ್ಥಿಗಳು ಆಸ್ಪತ್ರೆಗೆ ದಾಖಲು	[756, 495, 879, 509]
school-headline-line1: ಅಯ್ಯಪ್ಪಸ್ವಾಮಿ ಮಾಲೆ ಧರಿಸಿ ಬಂದ	[126, 1144, 338, 1166]
